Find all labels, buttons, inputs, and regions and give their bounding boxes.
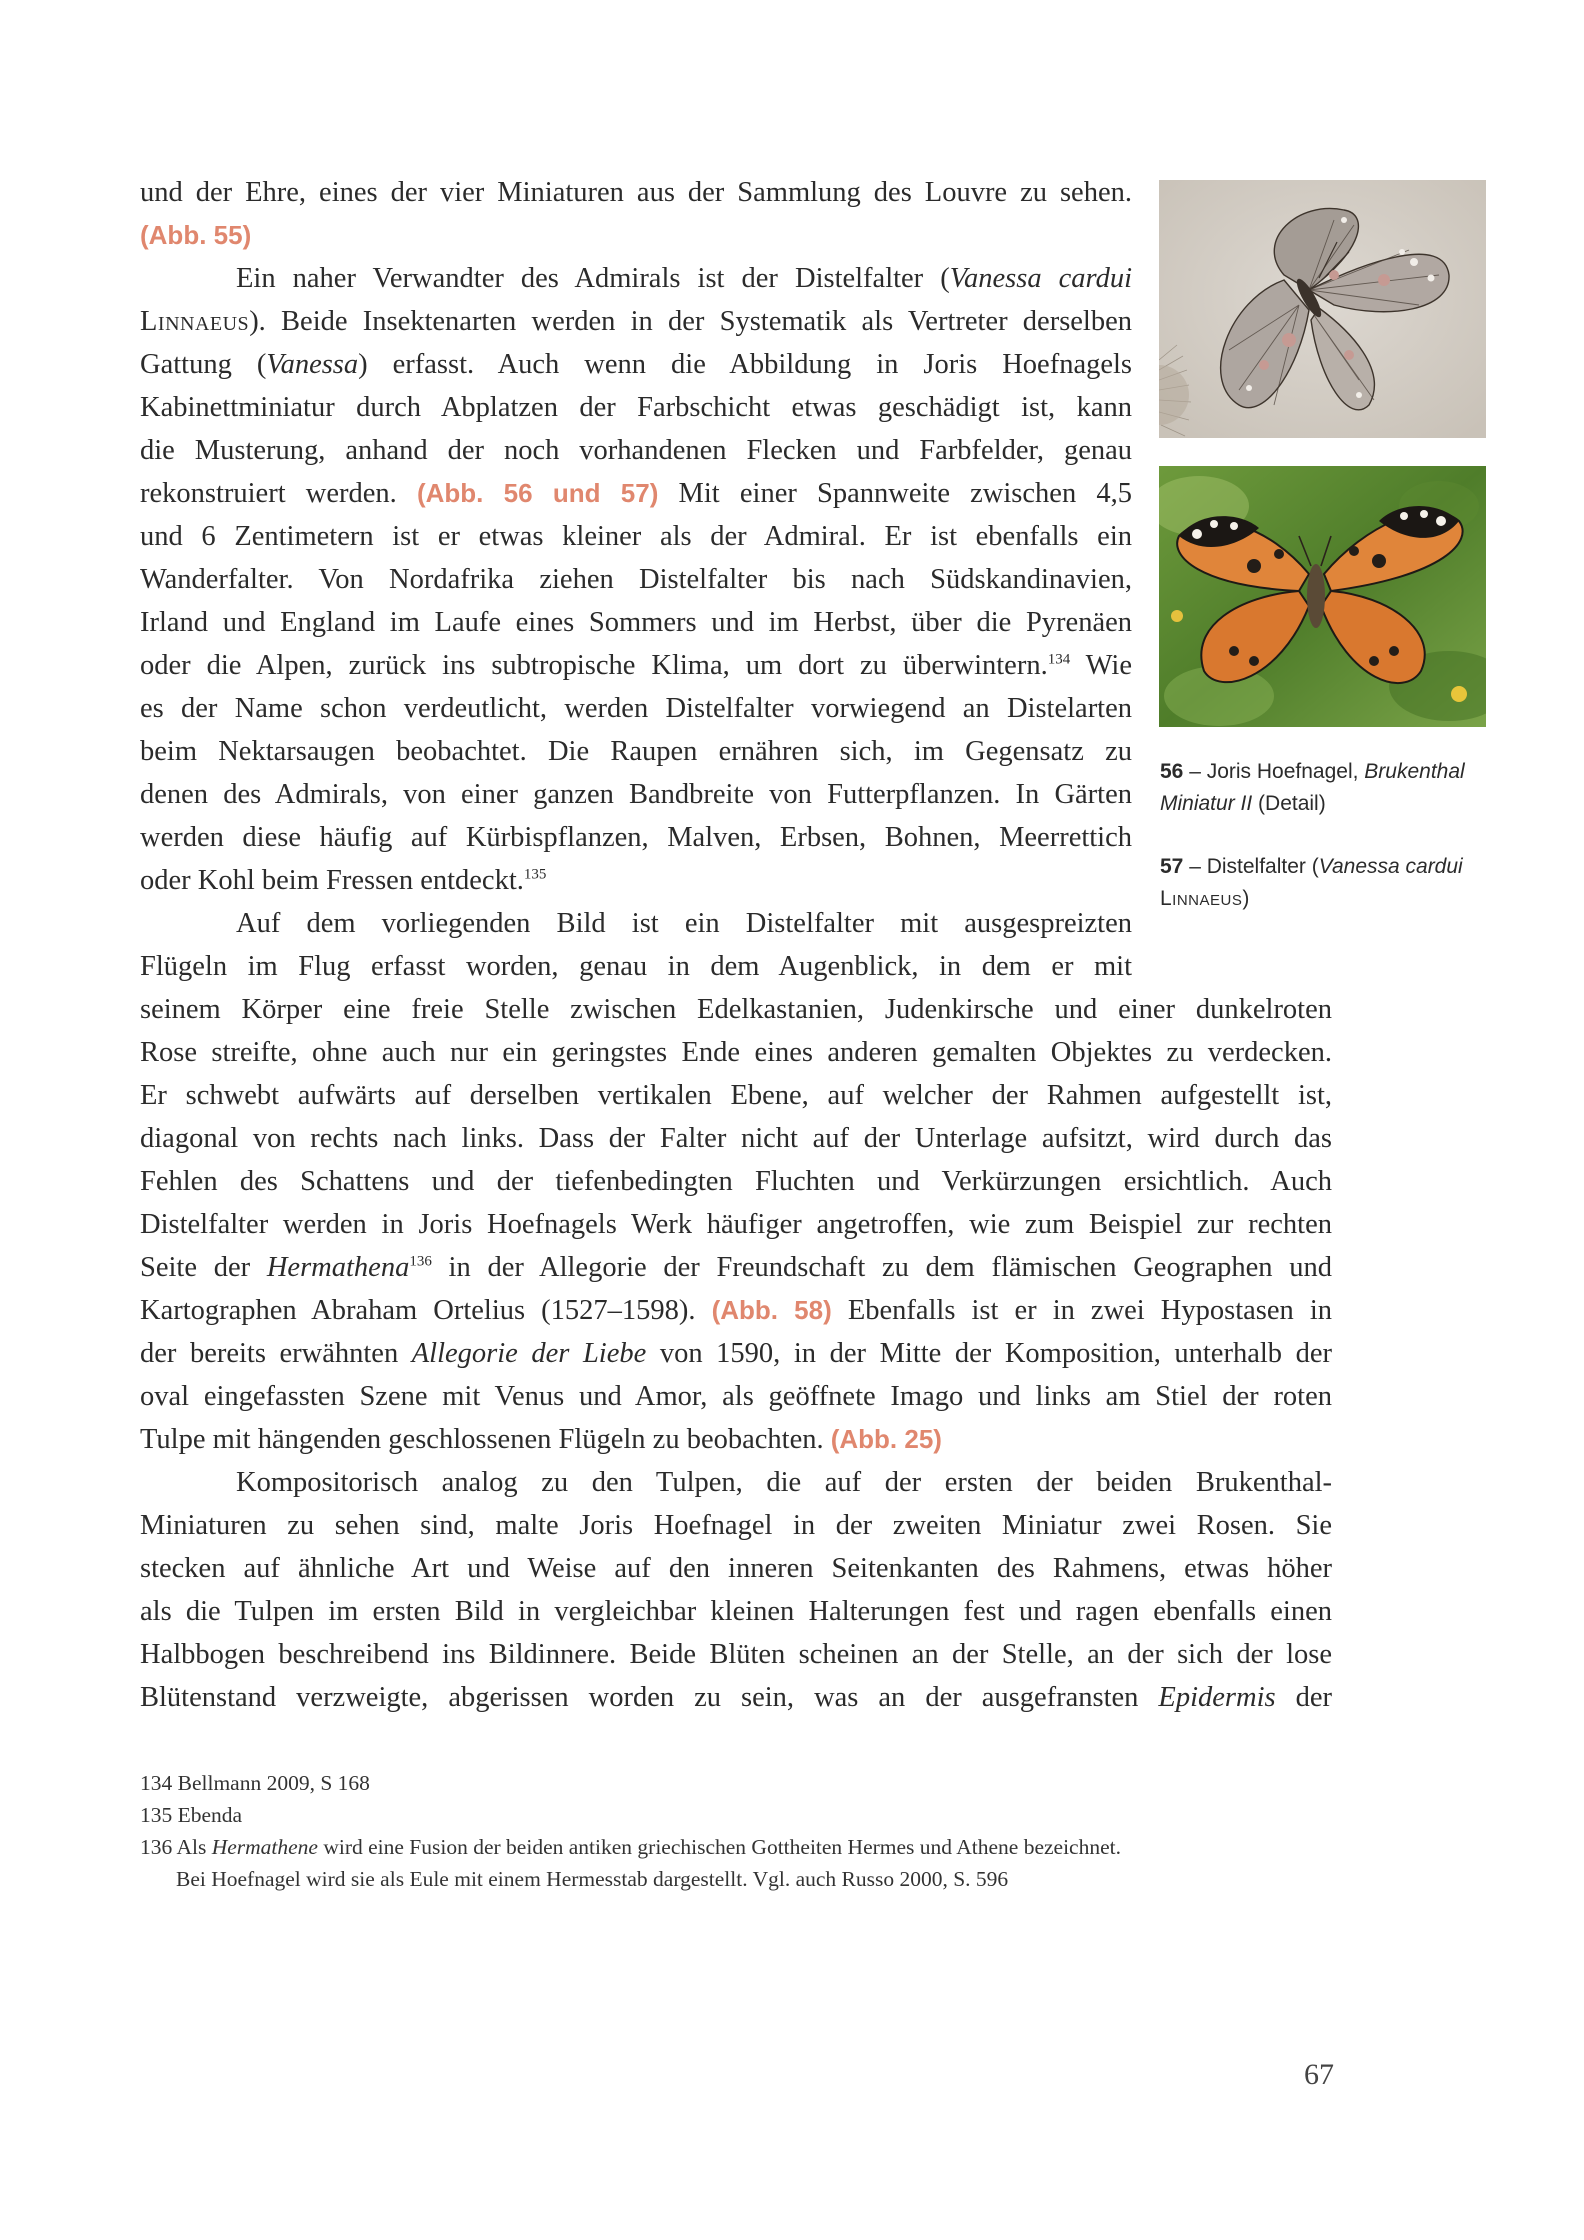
body-line-6: Kabinettminiatur durch Abplatzen der Farbschicht etwas geschädigt ist, kann <box>140 392 1132 423</box>
figure-56-painting <box>1159 180 1486 438</box>
figure-57-photo <box>1159 466 1486 727</box>
caption-57: 57 – Distelfalter (Vanessa cardui Linnaeus) <box>1160 855 1463 910</box>
page-number: 67 <box>1304 2058 1334 2091</box>
body-line-16: werden diese häufig auf Kürbispflanzen, Malven, Erbsen, Bohnen, Meerrettich <box>140 822 1132 853</box>
footnote-mark-135[interactable]: 135 <box>523 866 547 883</box>
body-line-30: Tulpe mit hängenden geschlossenen Flügeln zu beobachten. (Abb. 25) <box>140 1424 942 1455</box>
body-line-17: oder Kohl beim Fressen entdeckt.$^{135}$ <box>140 865 547 896</box>
body-line-31: Kompositorisch analog zu den Tulpen, die auf der ersten der beiden Brukenthal- <box>236 1467 1332 1498</box>
body-line-23: diagonal von rechts nach links. Dass der Falter nicht auf der Unterlage aufsitzt, wird durch das <box>140 1123 1332 1154</box>
body-line-18: Auf dem vorliegenden Bild ist ein Distelfalter mit ausgespreizten <box>236 908 1132 939</box>
footnote-134: 134 Bellmann 2009, S 168 <box>140 1771 370 1795</box>
body-line-8: rekonstruiert werden. (Abb. 56 und 57) Mit einer Spannweite zwischen 4,5 <box>140 478 1132 509</box>
body-line-15: denen des Admirals, von einer ganzen Bandbreite von Futterpflanzen. In Gärten <box>140 779 1132 810</box>
footnote-136: 136 Als Hermathene wird eine Fusion der beiden antiken griechischen Gottheiten Hermes und Athene bezeichnet. <box>140 1835 1121 1859</box>
figure-ref-55[interactable]: (Abb. 55) <box>140 220 252 250</box>
body-line-35: Halbbogen beschreibend ins Bildinnere. Beide Blüten scheinen an der Stelle, an der sich der lose <box>140 1639 1332 1670</box>
footnote-mark-136[interactable]: 136 <box>409 1253 432 1270</box>
body-line-4: Linnaeus). Beide Insektenarten werden in der Systematik als Vertreter derselben <box>140 306 1132 337</box>
body-line-36: Blütenstand verzweigte, abgerissen worden zu sein, was an der ausgefransten Epidermis der <box>140 1682 1332 1713</box>
body-line-27: Kartographen Abraham Ortelius (1527–1598). (Abb. 58) Ebenfalls ist er in zwei Hypostasen in <box>140 1295 1332 1326</box>
body-line-11: Irland und England im Laufe eines Sommers und im Herbst, über die Pyrenäen <box>140 607 1132 638</box>
body-line-3: Ein naher Verwandter des Admirals ist der Distelfalter (Vanessa cardui <box>236 263 1133 294</box>
body-line-20: seinem Körper eine freie Stelle zwischen Edelkastanien, Judenkirsche und einer dunkelroten <box>140 994 1332 1025</box>
body-line-22: Er schwebt aufwärts auf derselben vertikalen Ebene, auf welcher der Rahmen aufgestellt ist, <box>140 1080 1332 1111</box>
figure-ref-58[interactable]: (Abb. 58) <box>711 1295 832 1325</box>
body-line-26: Seite der Hermathena$^{136}$ in der Allegorie der Freundschaft zu dem flämischen Geographen und <box>140 1252 1332 1283</box>
body-line-12: oder die Alpen, zurück ins subtropische Klima, um dort zu überwintern.$^{134}$ Wie <box>140 650 1132 681</box>
footnote-136-continued: Bei Hoefnagel wird sie als Eule mit einem Hermesstab dargestellt. Vgl. auch Russo 2000, S. 596 <box>176 1867 1009 1891</box>
body-line-33: stecken auf ähnliche Art und Weise auf den inneren Seitenkanten des Rahmens, etwas höher <box>140 1553 1332 1584</box>
body-line-19: Flügeln im Flug erfasst worden, genau in dem Augenblick, in dem er mit <box>140 951 1132 982</box>
caption-56: 56 – Joris Hoefnagel, Brukenthal Miniatur II (Detail) <box>1160 760 1465 815</box>
body-line-21: Rose streifte, ohne auch nur ein geringstes Ende eines anderen gemalten Objektes zu verdecken. <box>140 1037 1332 1068</box>
body-line-32: Miniaturen zu sehen sind, malte Joris Hoefnagel in der zweiten Miniatur zwei Rosen. Sie <box>140 1510 1332 1541</box>
footnote-mark-134[interactable]: 134 <box>1047 651 1071 668</box>
body-line-5: Gattung (Vanessa) erfasst. Auch wenn die Abbildung in Joris Hoefnagels <box>140 349 1132 380</box>
body-line-25: Distelfalter werden in Joris Hoefnagels Werk häufiger angetroffen, wie zum Beispiel zur rechten <box>140 1209 1332 1240</box>
body-line-2 <box>140 214 1132 257</box>
body-line-34: als die Tulpen im ersten Bild in vergleichbar kleinen Halterungen fest und ragen ebenfalls einen <box>140 1596 1332 1627</box>
body-line-29: oval eingefassten Szene mit Venus und Amor, als geöffnete Imago und links am Stiel der roten <box>140 1381 1332 1412</box>
body-line-7: die Musterung, anhand der noch vorhandenen Flecken und Farbfelder, genau <box>140 435 1132 466</box>
figure-ref-25[interactable]: (Abb. 25) <box>830 1424 942 1454</box>
body-line-14: beim Nektarsaugen beobachtet. Die Raupen ernähren sich, im Gegensatz zu <box>140 736 1132 767</box>
body-line-10: Wanderfalter. Von Nordafrika ziehen Distelfalter bis nach Südskandinavien, <box>140 564 1132 595</box>
body-line-24: Fehlen des Schattens und der tiefenbedingten Fluchten und Verkürzungen ersichtlich. Auch <box>140 1166 1332 1197</box>
body-line-9: und 6 Zentimetern ist er etwas kleiner als der Admiral. Er ist ebenfalls ein <box>140 521 1132 552</box>
body-line-1: und der Ehre, eines der vier Miniaturen aus der Sammlung des Louvre zu sehen. <box>140 177 1132 208</box>
body-line-28: der bereits erwähnten Allegorie der Liebe von 1590, in der Mitte der Komposition, unterhalb der <box>140 1338 1332 1369</box>
footnote-135: 135 Ebenda <box>140 1803 243 1827</box>
body-line-13: es der Name schon verdeutlicht, werden Distelfalter vorwiegend an Distelarten <box>140 693 1132 724</box>
figure-ref-56-57[interactable]: (Abb. 56 und 57) <box>416 478 659 508</box>
